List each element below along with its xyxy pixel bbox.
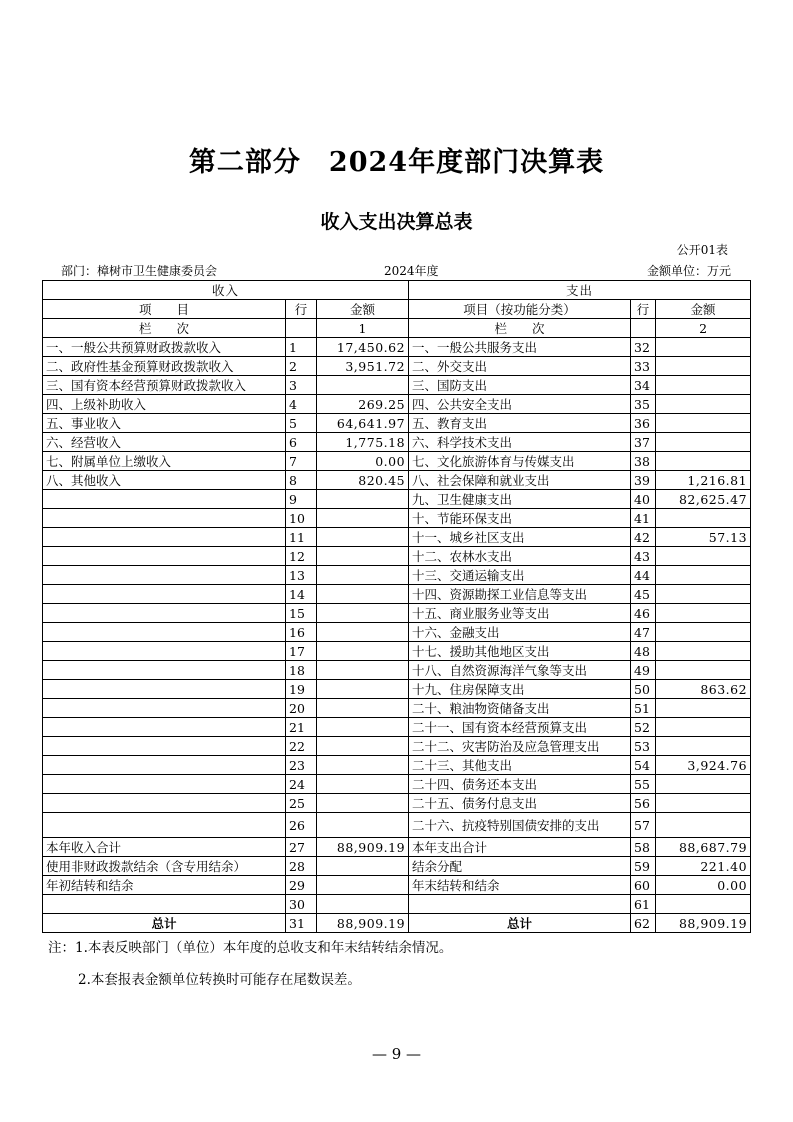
table-header-row — [43, 281, 751, 300]
summary-row — [43, 857, 751, 876]
column-number: 1 — [317, 319, 409, 338]
line-number: 39 — [631, 471, 656, 490]
table-row — [43, 604, 751, 623]
income-amount — [317, 566, 409, 585]
income-amount — [317, 680, 409, 699]
table-title: 收入支出决算总表 — [320, 211, 473, 233]
income-amount — [317, 775, 409, 794]
expense-amount — [656, 414, 751, 433]
line-number: 22 — [286, 737, 317, 756]
expense-amount — [656, 395, 751, 414]
line-number: 31 — [286, 914, 317, 933]
meta-row — [61, 262, 731, 278]
income-amount — [317, 756, 409, 775]
line-number: 43 — [631, 547, 656, 566]
income-amount — [317, 737, 409, 756]
line-number: 20 — [286, 699, 317, 718]
income-item — [43, 661, 286, 680]
form-code: 公开01表 — [676, 243, 728, 257]
table-header-row — [43, 300, 751, 319]
line-number: 14 — [286, 585, 317, 604]
expense-amount — [656, 642, 751, 661]
income-expense-table — [42, 280, 751, 933]
note-1: 注：1.本表反映部门（单位）本年度的总收支和年末结转结余情况。 — [48, 940, 453, 956]
summary-row — [43, 838, 751, 857]
line-number: 37 — [631, 433, 656, 452]
page-number: — 9 — — [371, 1045, 422, 1063]
income-amount — [317, 604, 409, 623]
line-number: 46 — [631, 604, 656, 623]
table-row — [43, 414, 751, 433]
line-number: 32 — [631, 338, 656, 357]
column-label: 栏 次 — [409, 319, 631, 338]
line-number: 25 — [286, 794, 317, 813]
expense-item: 六、科学技术支出 — [409, 433, 631, 452]
income-item: 四、上级补助收入 — [43, 395, 286, 414]
income-item: 八、其他收入 — [43, 471, 286, 490]
expense-amount — [656, 794, 751, 813]
line-number: 59 — [631, 857, 656, 876]
expense-item: 十一、城乡社区支出 — [409, 528, 631, 547]
line-number: 57 — [631, 813, 656, 838]
income-amount — [317, 813, 409, 838]
line-number: 2 — [286, 357, 317, 376]
line-number: 61 — [631, 895, 656, 914]
expense-amount — [656, 547, 751, 566]
table-row — [43, 509, 751, 528]
expense-item: 八、社会保障和就业支出 — [409, 471, 631, 490]
line-number: 23 — [286, 756, 317, 775]
line-number: 53 — [631, 737, 656, 756]
income-amount: 64,641.97 — [317, 414, 409, 433]
expense-item: 二十一、国有资本经营预算支出 — [409, 718, 631, 737]
expense-item: 年末结转和结余 — [409, 876, 631, 895]
expense-item: 三、国防支出 — [409, 376, 631, 395]
line-number: 19 — [286, 680, 317, 699]
expense-amount: 88,687.79 — [656, 838, 751, 857]
expense-item: 十三、交通运输支出 — [409, 566, 631, 585]
line-number: 48 — [631, 642, 656, 661]
table-row — [43, 642, 751, 661]
expense-item: 二十五、债务付息支出 — [409, 794, 631, 813]
expense-amount: 3,924.76 — [656, 756, 751, 775]
table-row — [43, 680, 751, 699]
table-row — [43, 623, 751, 642]
income-item: 一、一般公共预算财政拨款收入 — [43, 338, 286, 357]
line-number: 5 — [286, 414, 317, 433]
expense-item: 十八、自然资源海洋气象等支出 — [409, 661, 631, 680]
line-number: 13 — [286, 566, 317, 585]
income-amount — [317, 528, 409, 547]
income-item — [43, 813, 286, 838]
table-row — [43, 395, 751, 414]
income-item: 三、国有资本经营预算财政拨款收入 — [43, 376, 286, 395]
notes — [48, 938, 452, 1002]
expense-item: 二十六、抗疫特别国债安排的支出 — [409, 813, 631, 838]
income-item: 本年收入合计 — [43, 838, 286, 857]
expense-item: 七、文化旅游体育与传媒支出 — [409, 452, 631, 471]
line-number: 29 — [286, 876, 317, 895]
table-row — [43, 566, 751, 585]
income-amount — [317, 699, 409, 718]
income-amount — [317, 895, 409, 914]
income-amount: 1,775.18 — [317, 433, 409, 452]
column-label: 栏 次 — [43, 319, 286, 338]
expense-item: 本年支出合计 — [409, 838, 631, 857]
expense-amount — [656, 661, 751, 680]
line-number: 58 — [631, 838, 656, 857]
income-header: 收入 — [43, 281, 409, 300]
income-item — [43, 604, 286, 623]
expense-amount — [656, 895, 751, 914]
line-number: 11 — [286, 528, 317, 547]
income-item — [43, 509, 286, 528]
table-row — [43, 376, 751, 395]
income-item — [43, 718, 286, 737]
income-item — [43, 642, 286, 661]
line-number: 1 — [286, 338, 317, 357]
expense-item: 十七、援助其他地区支出 — [409, 642, 631, 661]
income-item — [43, 528, 286, 547]
expense-amount — [656, 338, 751, 357]
income-amount — [317, 876, 409, 895]
table-row — [43, 813, 751, 838]
income-amount — [317, 623, 409, 642]
income-item — [43, 490, 286, 509]
income-item — [43, 794, 286, 813]
expense-amount — [656, 376, 751, 395]
table-row — [43, 357, 751, 376]
item-header: 项 目 — [43, 300, 286, 319]
table-row — [43, 547, 751, 566]
line-number: 26 — [286, 813, 317, 838]
expense-item: 九、卫生健康支出 — [409, 490, 631, 509]
line-number: 4 — [286, 395, 317, 414]
income-item: 六、经营收入 — [43, 433, 286, 452]
expense-item: 十五、商业服务业等支出 — [409, 604, 631, 623]
line-header: 行 — [286, 300, 317, 319]
amount-header: 金额 — [317, 300, 409, 319]
expense-amount: 82,625.47 — [656, 490, 751, 509]
expense-item: 二、外交支出 — [409, 357, 631, 376]
total-income-amount: 88,909.19 — [317, 914, 409, 933]
empty-cell — [286, 319, 317, 338]
table-row — [43, 775, 751, 794]
column-number: 2 — [656, 319, 751, 338]
line-number: 7 — [286, 452, 317, 471]
expense-amount: 221.40 — [656, 857, 751, 876]
line-number: 47 — [631, 623, 656, 642]
income-item: 年初结转和结余 — [43, 876, 286, 895]
expense-amount — [656, 604, 751, 623]
line-number: 44 — [631, 566, 656, 585]
income-amount — [317, 490, 409, 509]
income-amount: 0.00 — [317, 452, 409, 471]
line-number: 28 — [286, 857, 317, 876]
income-amount — [317, 376, 409, 395]
expense-amount — [656, 718, 751, 737]
expense-item: 五、教育支出 — [409, 414, 631, 433]
line-number: 15 — [286, 604, 317, 623]
income-amount — [317, 547, 409, 566]
page-title: 第二部分 2024年度部门决算表 — [188, 147, 605, 178]
income-amount — [317, 585, 409, 604]
line-number: 16 — [286, 623, 317, 642]
line-number: 6 — [286, 433, 317, 452]
table-header-row — [43, 319, 751, 338]
income-item — [43, 585, 286, 604]
expense-header: 支出 — [409, 281, 751, 300]
line-number: 40 — [631, 490, 656, 509]
line-number: 33 — [631, 357, 656, 376]
line-number: 24 — [286, 775, 317, 794]
line-number: 45 — [631, 585, 656, 604]
income-item: 五、事业收入 — [43, 414, 286, 433]
table-row — [43, 718, 751, 737]
income-amount: 17,450.62 — [317, 338, 409, 357]
line-number: 55 — [631, 775, 656, 794]
line-number: 10 — [286, 509, 317, 528]
line-number: 34 — [631, 376, 656, 395]
line-number: 54 — [631, 756, 656, 775]
line-number: 9 — [286, 490, 317, 509]
expense-amount: 1,216.81 — [656, 471, 751, 490]
income-item — [43, 775, 286, 794]
line-number: 60 — [631, 876, 656, 895]
expense-amount — [656, 585, 751, 604]
table-row — [43, 452, 751, 471]
total-label: 总计 — [43, 914, 286, 933]
total-expense-amount: 88,909.19 — [656, 914, 751, 933]
line-number: 50 — [631, 680, 656, 699]
table-row — [43, 661, 751, 680]
expense-amount — [656, 566, 751, 585]
line-number: 3 — [286, 376, 317, 395]
expense-amount: 0.00 — [656, 876, 751, 895]
table-row — [43, 794, 751, 813]
line-number: 27 — [286, 838, 317, 857]
income-item — [43, 680, 286, 699]
year-label: 2024年度 — [384, 264, 439, 278]
empty-cell — [631, 319, 656, 338]
income-amount — [317, 661, 409, 680]
item-func-header: 项目（按功能分类） — [409, 300, 631, 319]
expense-item: 二十三、其他支出 — [409, 756, 631, 775]
expense-amount — [656, 357, 751, 376]
expense-item: 十四、资源勘探工业信息等支出 — [409, 585, 631, 604]
line-number: 18 — [286, 661, 317, 680]
income-item — [43, 623, 286, 642]
line-number: 12 — [286, 547, 317, 566]
expense-amount — [656, 699, 751, 718]
income-item — [43, 737, 286, 756]
total-row — [43, 914, 751, 933]
line-number: 35 — [631, 395, 656, 414]
line-number: 17 — [286, 642, 317, 661]
income-item — [43, 895, 286, 914]
summary-row — [43, 895, 751, 914]
expense-item: 一、一般公共服务支出 — [409, 338, 631, 357]
expense-item: 结余分配 — [409, 857, 631, 876]
table-row — [43, 528, 751, 547]
line-number: 56 — [631, 794, 656, 813]
income-amount — [317, 642, 409, 661]
table-row — [43, 585, 751, 604]
expense-item: 四、公共安全支出 — [409, 395, 631, 414]
line-number: 36 — [631, 414, 656, 433]
expense-amount — [656, 775, 751, 794]
expense-amount: 863.62 — [656, 680, 751, 699]
line-number: 41 — [631, 509, 656, 528]
unit-label: 金额单位：万元 — [646, 264, 731, 278]
income-amount — [317, 857, 409, 876]
expense-item: 二十二、灾害防治及应急管理支出 — [409, 737, 631, 756]
income-item: 使用非财政拨款结余（含专用结余） — [43, 857, 286, 876]
expense-item: 十、节能环保支出 — [409, 509, 631, 528]
line-number: 30 — [286, 895, 317, 914]
income-item: 二、政府性基金预算财政拨款收入 — [43, 357, 286, 376]
table-row — [43, 338, 751, 357]
income-amount — [317, 718, 409, 737]
income-item: 七、附属单位上缴收入 — [43, 452, 286, 471]
line-number: 42 — [631, 528, 656, 547]
table-row — [43, 756, 751, 775]
expense-amount — [656, 433, 751, 452]
expense-item: 十二、农林水支出 — [409, 547, 631, 566]
income-amount: 269.25 — [317, 395, 409, 414]
expense-item: 十六、金融支出 — [409, 623, 631, 642]
table-row — [43, 433, 751, 452]
line-number: 8 — [286, 471, 317, 490]
income-amount — [317, 509, 409, 528]
income-item — [43, 699, 286, 718]
amount-header: 金额 — [656, 300, 751, 319]
table-row — [43, 699, 751, 718]
expense-amount — [656, 813, 751, 838]
table-row — [43, 737, 751, 756]
expense-amount — [656, 737, 751, 756]
income-amount: 88,909.19 — [317, 838, 409, 857]
expense-amount — [656, 623, 751, 642]
note-2: 2.本套报表金额单位转换时可能存在尾数误差。 — [78, 972, 361, 988]
line-header: 行 — [631, 300, 656, 319]
expense-item: 二十、粮油物资储备支出 — [409, 699, 631, 718]
income-amount: 820.45 — [317, 471, 409, 490]
line-number: 49 — [631, 661, 656, 680]
income-amount: 3,951.72 — [317, 357, 409, 376]
department-label: 部门：樟树市卫生健康委员会 — [61, 264, 218, 278]
summary-row — [43, 876, 751, 895]
income-item — [43, 547, 286, 566]
line-number: 62 — [631, 914, 656, 933]
expense-amount — [656, 509, 751, 528]
line-number: 21 — [286, 718, 317, 737]
expense-item: 二十四、债务还本支出 — [409, 775, 631, 794]
total-label: 总计 — [409, 914, 631, 933]
line-number: 51 — [631, 699, 656, 718]
line-number: 38 — [631, 452, 656, 471]
line-number: 52 — [631, 718, 656, 737]
expense-amount: 57.13 — [656, 528, 751, 547]
expense-amount — [656, 452, 751, 471]
table-row — [43, 471, 751, 490]
table-row — [43, 490, 751, 509]
income-item — [43, 566, 286, 585]
income-item — [43, 756, 286, 775]
expense-item — [409, 895, 631, 914]
expense-item: 十九、住房保障支出 — [409, 680, 631, 699]
income-amount — [317, 794, 409, 813]
